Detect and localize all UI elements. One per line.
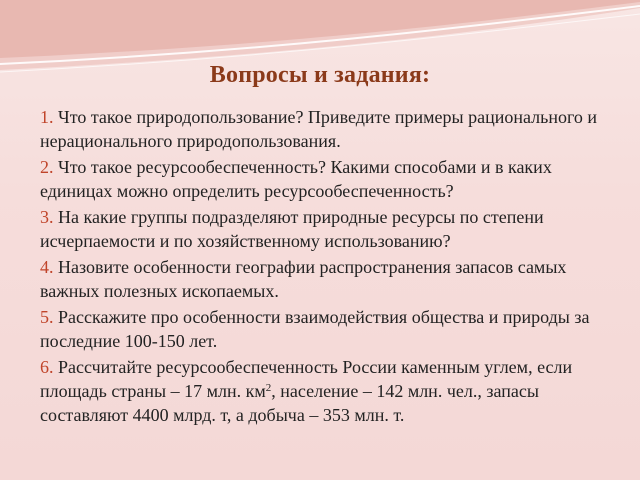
questions-list — [40, 105, 620, 429]
question-number: 3. — [40, 207, 54, 227]
question-item — [40, 205, 620, 253]
question-text: Расскажите про особенности взаимодействия общества и природы за последние 100-150 лет. — [40, 307, 590, 351]
question-text: Что такое природопользование? Приведите примеры рационального и нерационального природопользования. — [40, 107, 598, 151]
question-text: Рассчитайте ресурсообеспеченность России каменным углем, если площадь страны – 17 млн. км — [40, 357, 573, 401]
question-number: 2. — [40, 157, 54, 177]
question-item — [40, 305, 620, 353]
question-item — [40, 155, 620, 203]
question-text: Что такое ресурсообеспеченность? Какими способами и в каких единицах можно определить ресурсообеспеченность? — [40, 157, 552, 201]
question-item — [40, 105, 620, 153]
superscript-two: 2 — [265, 382, 272, 394]
question-number: 4. — [40, 257, 54, 277]
question-text-continued: , население – 142 млн. чел., запасы составляют 4400 млрд. т, а добыча – 353 млн. т. — [40, 381, 539, 425]
question-item — [40, 255, 620, 303]
question-number: 1. — [40, 107, 54, 127]
slide-title: Вопросы и задания: — [209, 62, 431, 88]
question-number: 5. — [40, 307, 54, 327]
question-text: На какие группы подразделяют природные ресурсы по степени исчерпаемости и по хозяйственному использованию? — [40, 207, 544, 251]
question-item — [40, 355, 620, 427]
question-number: 6. — [40, 357, 54, 377]
question-text: Назовите особенности географии распространения запасов самых важных полезных ископаемых. — [40, 257, 567, 301]
